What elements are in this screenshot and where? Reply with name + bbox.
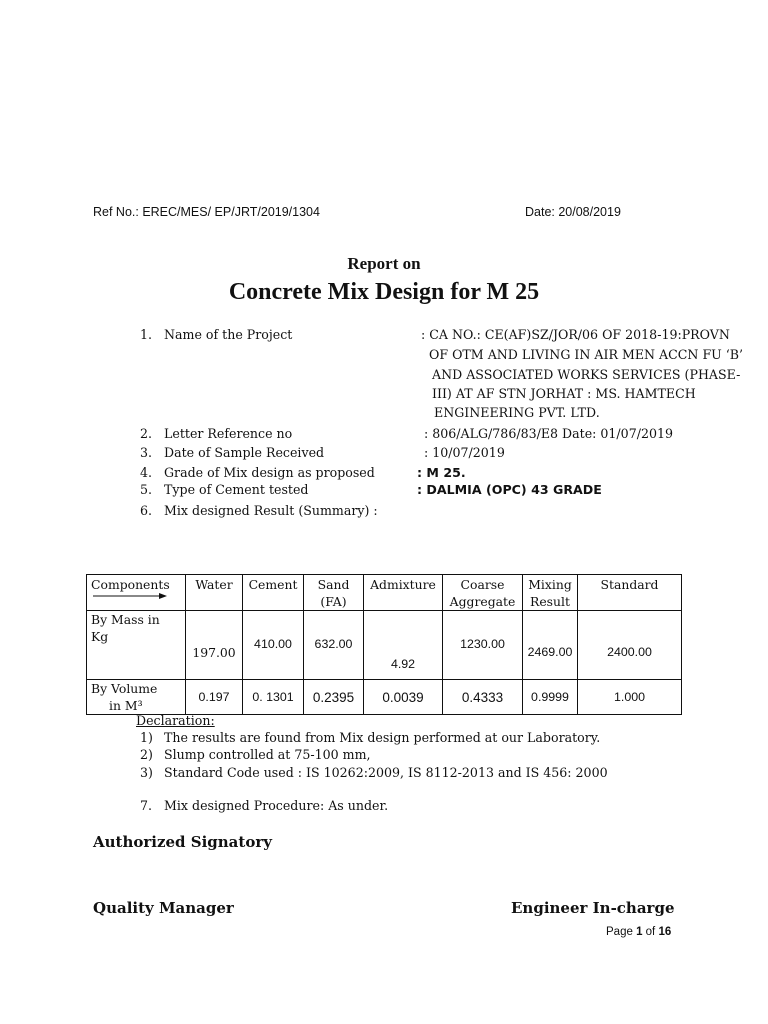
- project-value-line-5: ENGINEERING PVT. LTD.: [434, 405, 600, 420]
- cell-sand-volume: 0.2395: [304, 680, 364, 715]
- row-label-mass: By Mass in Kg: [87, 611, 186, 680]
- cell-coarse-mass: 1230.00: [443, 611, 523, 680]
- row-label-volume: By Volume in M³: [87, 680, 186, 715]
- col-standard: Standard: [578, 575, 682, 611]
- item-cement-type: [140, 482, 309, 497]
- item-label: Grade of Mix design as proposed: [164, 465, 375, 480]
- cell-water-volume: 0.197: [186, 680, 243, 715]
- authorized-signatory: Authorized Signatory: [93, 833, 272, 851]
- declaration-point-2: 2) Slump controlled at 75-100 mm,: [140, 747, 371, 762]
- report-on-heading: Report on: [347, 254, 421, 273]
- cell-sand-mass: 632.00: [304, 611, 364, 680]
- item-grade-of-mix: [140, 465, 375, 480]
- col-sand: Sand (FA): [304, 575, 364, 611]
- col-cement: Cement: [243, 575, 304, 611]
- cell-mixing-mass: 2469.00: [523, 611, 578, 680]
- cell-water-mass: 197.00: [186, 611, 243, 680]
- table-header-row: [87, 575, 682, 611]
- mix-design-table: [86, 574, 682, 715]
- item-label: Mix designed Result (Summary) :: [164, 503, 378, 518]
- item-label: Type of Cement tested: [164, 482, 309, 497]
- cell-cement-mass: 410.00: [243, 611, 304, 680]
- item-label: Date of Sample Received: [164, 445, 325, 460]
- item-number: 7.: [140, 798, 153, 813]
- cell-admixture-volume: 0.0039: [364, 680, 443, 715]
- sample-received-value: : 10/07/2019: [424, 445, 505, 460]
- item-number: 1.: [140, 327, 153, 342]
- item-label: Name of the Project: [164, 327, 293, 342]
- project-value-line-2: OF OTM AND LIVING IN AIR MEN ACCN FU ‘B’: [429, 347, 744, 362]
- engineer-in-charge-signature: Engineer In-charge: [511, 899, 675, 917]
- project-value-line-4: III) AT AF STN JORHAT : MS. HAMTECH: [432, 386, 696, 401]
- table-row: [87, 680, 682, 715]
- item-mix-procedure: [140, 798, 388, 813]
- quality-manager-signature: Quality Manager: [93, 899, 234, 917]
- project-value-line-1: : CA NO.: CE(AF)SZ/JOR/06 OF 2018-19:PROVN: [421, 327, 730, 342]
- letter-reference-value: : 806/ALG/786/83/E8 Date: 01/07/2019: [424, 426, 673, 441]
- report-date: Date: 20/08/2019: [525, 205, 621, 219]
- cell-standard-volume: 1.000: [578, 680, 682, 715]
- cell-coarse-volume: 0.4333: [443, 680, 523, 715]
- col-components: Components: [87, 575, 186, 611]
- item-number: 4.: [140, 465, 153, 480]
- reference-number: Ref No.: EREC/MES/ EP/JRT/2019/1304: [93, 205, 320, 219]
- item-sample-received: [140, 445, 324, 460]
- grade-of-mix-value: : M 25.: [417, 465, 466, 480]
- col-water: Water: [186, 575, 243, 611]
- item-letter-reference: [140, 426, 292, 441]
- table-row: [87, 611, 682, 680]
- item-label: Letter Reference no: [164, 426, 293, 441]
- col-admixture: Admixture: [364, 575, 443, 611]
- item-number: 2.: [140, 426, 153, 441]
- item-number: 6.: [140, 503, 153, 518]
- col-coarse-aggregate: Coarse Aggregate: [443, 575, 523, 611]
- declaration-point-1: 1) The results are found from Mix design performed at our Laboratory.: [140, 730, 601, 745]
- cell-admixture-mass: 4.92: [364, 611, 443, 680]
- page-number: Page 1 of 16: [606, 926, 672, 938]
- col-mixing-result: Mixing Result: [523, 575, 578, 611]
- item-mix-result-summary: [140, 503, 378, 518]
- cell-standard-mass: 2400.00: [578, 611, 682, 680]
- item-project-name: [140, 327, 292, 342]
- cement-type-value: : DALMIA (OPC) 43 GRADE: [417, 482, 602, 497]
- cell-mixing-volume: 0.9999: [523, 680, 578, 715]
- item-number: 3.: [140, 445, 153, 460]
- item-label: Mix designed Procedure: As under.: [164, 798, 389, 813]
- declaration-heading: Declaration:: [136, 713, 215, 728]
- arrow-right-icon: [93, 592, 167, 600]
- cell-cement-volume: 0. 1301: [243, 680, 304, 715]
- page-title: Concrete Mix Design for M 25: [228, 279, 540, 305]
- declaration-point-3: 3) Standard Code used : IS 10262:2009, IS 8112-2013 and IS 456: 2000: [140, 765, 608, 780]
- item-number: 5.: [140, 482, 153, 497]
- project-value-line-3: AND ASSOCIATED WORKS SERVICES (PHASE-: [432, 367, 741, 382]
